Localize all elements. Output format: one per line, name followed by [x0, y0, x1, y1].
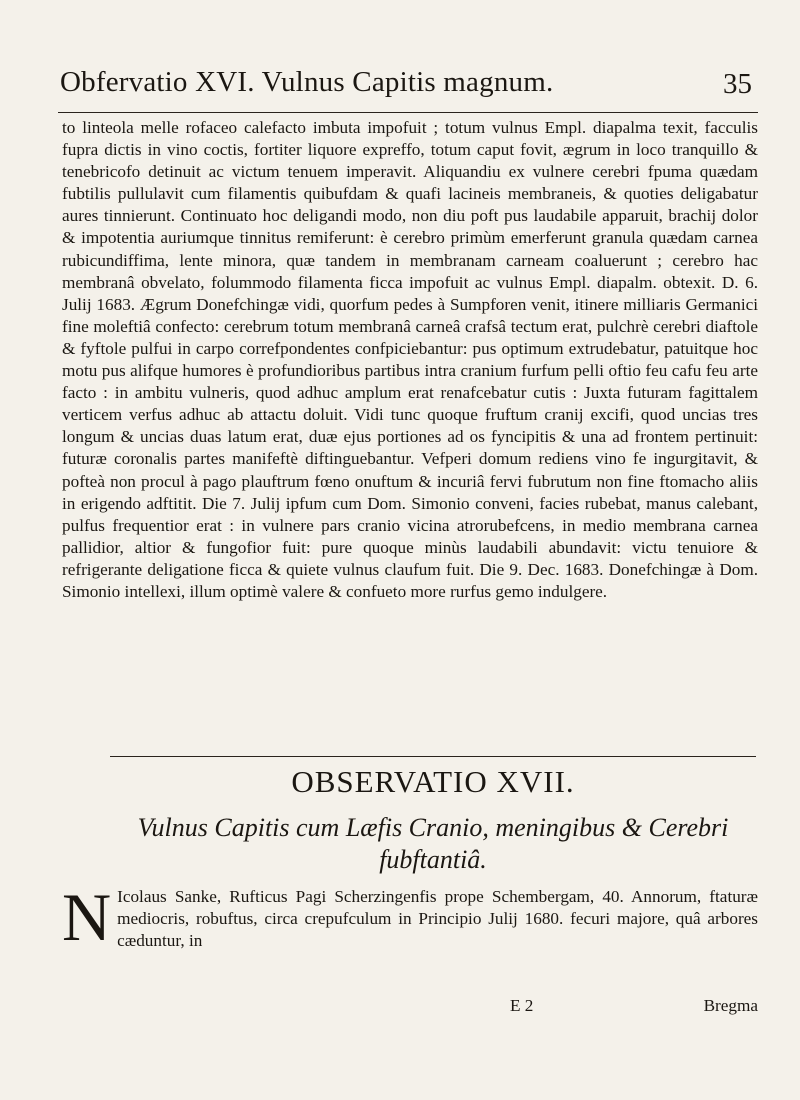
observation-heading: OBSERVATIO XVII.: [291, 764, 575, 799]
observation-xvii-text: Icolaus Sanke, Rufticus Pagi Scherzingenfis prope Schembergam, 40. Annorum, ftaturæ mediocris, robuftus, circa crepufculum in Principio Julij 1680. fecuri majore, quâ arbores cæduntur, in: [117, 887, 758, 951]
observation-xvi-text-block: [62, 117, 758, 603]
page-footer: [510, 996, 758, 1016]
running-head: [58, 66, 758, 113]
signature-mark: E 2: [510, 996, 534, 1015]
running-title: Obfervatio XVI. Vulnus Capitis magnum.: [60, 66, 554, 98]
observation-xvii-text-block: [62, 879, 758, 955]
observation-subtitle: Vulnus Capitis cum Læfis Cranio, meningibus & Cerebri fubftantiâ.: [137, 813, 729, 874]
observation-xvii-paragraph: [62, 879, 758, 955]
catchword: Bregma: [703, 996, 758, 1015]
page-number: 35: [723, 68, 752, 100]
drop-cap: N: [62, 879, 112, 955]
section-divider: [110, 756, 756, 757]
observation-xvi-paragraph: to linteola melle rofaceo calefacto imbuta impofuit ; totum vulnus Empl. diapalma texit, facculis fupra dictis in vino coctis, fortiter liquore expreffo, totum caput fovit, ægrum in loco tranquillo & tenebricofo detinuit ac victum tenuem imperavit. Aliquandiu ex vulnere cerebri fpuma quædam fubtilis pullulavit cum filamentis quibufdam & quafi lacineis membraneis, & quoties deligabatur aures tinnierunt. Continuato hoc deligandi modo, non diu poft pus laudabile apparuit, brachij dolor & impotentia auriumque tinnitus remiferunt: è cerebro primùm emerferunt granula quædam carnea rubicundiffima, lente minora, quæ tandem in membranam carneam coaluerunt ; cerebro hac membranâ obvelato, folummodo filamenta ficca impofuit ac vulnus Empl. diapalm. obtexit. D. 6. Julij 1683. Ægrum Donefchingæ vidi, quorfum pedes à Sumpforen venit, itinere milliaris Germanici fine moleftiâ confecto: cerebrum totum membranâ carneâ crafsâ tectum erat, pulchrè cerebri diaftole & fyftole pulfui in carpo correfpondentes confpiciebantur: pus optimum extrudebatur, patuitque hoc motu pus alifque humores è profundioribus partibus intra cranium furfum pelli oftio feu cafu feu arte facto : in ambitu vulneris, quod adhuc amplum erat renafcebatur cutis : Juxta futuram fagittalem verticem verfus adhuc ab attactu doluit. Vidi tunc quoque fruftum cranij excifi, quod uncias tres longum & uncias duas latum erat, duæ ejus portiones ad os fyncipitis & una ad frontem pertinuit: futuræ coronalis partes manifeftè diftinguebantur. Vefperi domum rediens vino fe ingurgitavit, & pofteà non procul à pago plauftrum fœno onuftum & incuriâ fervi fubrutum non fine ftomacho aliis in erigendo adftitit. Die 7. Julij ipfum cum Dom. Simonio conveni, facies rubebat, manus calebant, pulfus frequentior erat : in vulnere pars cranio vicina atrorubefcens, in medio membrana carnea pallidior, altior & fungofior fuit: pure quoque minùs laudabili abundavit: victu tenuiore & refrigerante deligatione ficca & quiete vulnus claufum fuit. Die 9. Dec. 1683. Donefchingæ à Dom. Simonio intellexi, illum optimè valere & confueto more rurfus gemo indulgere.: [62, 118, 758, 601]
